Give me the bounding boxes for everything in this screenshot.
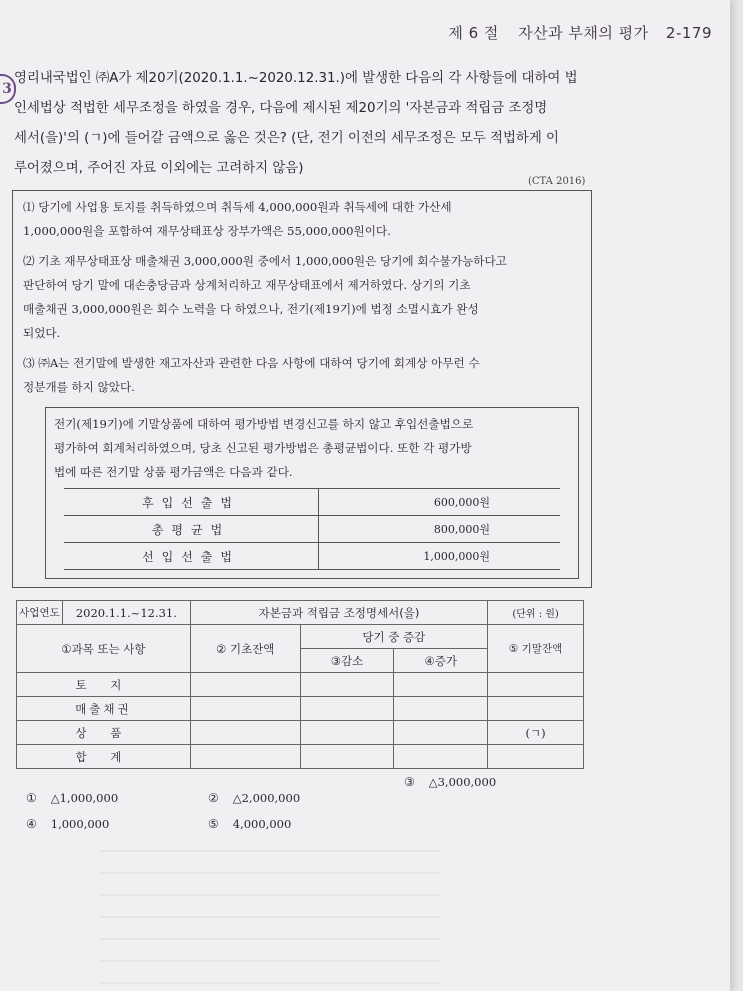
question-line: 영리내국법인 ㈜A가 제20기(2020.1.1.~2020.12.31.)에 발생한 다음의 각 사항들에 대하여 법 xyxy=(14,71,578,86)
method-name: 후입선출법 xyxy=(64,489,319,516)
fact-line: 정분개를 하지 않았다. xyxy=(23,380,135,394)
table-row xyxy=(17,721,584,745)
fact-item-2 xyxy=(23,249,583,345)
method-value: 800,000원 xyxy=(319,516,561,543)
method-name: 선입선출법 xyxy=(64,543,319,570)
row-label: 매출채권 xyxy=(17,697,191,721)
row-label: 합 계 xyxy=(17,745,191,769)
table-row xyxy=(17,601,584,625)
question-number: 3 xyxy=(0,74,16,104)
fact-line: ⑴ 당기에 사업용 토지를 취득하였으며 취득세 4,000,000원과 취득세에 대한 가산세 xyxy=(23,200,452,214)
answer-choices xyxy=(26,775,606,845)
section-number: 제 6 절 xyxy=(448,24,499,42)
page-number: 2-179 xyxy=(665,24,712,42)
col-increase: ④증가 xyxy=(394,649,488,673)
table-row xyxy=(17,697,584,721)
row-label: 토 지 xyxy=(17,673,191,697)
choice-3[interactable]: ③ △3,000,000 xyxy=(404,775,497,789)
inventory-box xyxy=(45,407,579,579)
choice-2[interactable]: ② △2,000,000 xyxy=(208,791,301,805)
fact-line: 판단하여 당기 말에 대손충당금과 상계처리하고 재무상태표에서 제거하였다. 상기의 기초 xyxy=(23,278,471,292)
table-row xyxy=(64,489,560,516)
inventory-line: 평가하여 회계처리하였으며, 당초 신고된 평가방법은 총평균법이다. 또한 각 평가방 xyxy=(54,441,472,455)
fact-item-1 xyxy=(23,195,583,243)
row-label: 상 품 xyxy=(17,721,191,745)
fact-line: 매출채권 3,000,000원은 회수 노력을 다 하였으나, 전기(제19기)에 법정 소멸시효가 완성 xyxy=(23,302,479,316)
choice-5[interactable]: ⑤ 4,000,000 xyxy=(208,817,292,831)
fact-line: 1,000,000원을 포함하여 재무상태표상 장부가액은 55,000,000원이다. xyxy=(23,224,391,238)
table-row xyxy=(64,543,560,570)
blank-cell: (ㄱ) xyxy=(488,721,584,745)
valuation-table xyxy=(64,488,560,570)
fact-line: ⑶ ㈜A는 전기말에 발생한 재고자산과 관련한 다음 사항에 대하여 당기에 회계상 아무런 수 xyxy=(23,356,480,370)
statement-title: 자본금과 적립금 조정명세서(을) xyxy=(190,601,487,625)
fact-item-3 xyxy=(23,351,583,399)
question-line: 인세법상 적법한 세무조정을 하였을 경우, 다음에 제시된 제20기의 '자본금과 적립금 조정명 xyxy=(14,101,548,116)
inventory-line: 전기(제19기)에 기말상품에 대하여 평가방법 변경신고를 하지 않고 후입선출법으로 xyxy=(54,417,474,431)
method-value: 600,000원 xyxy=(319,489,561,516)
facts-box xyxy=(12,190,592,588)
unit: (단위 : 원) xyxy=(488,601,584,625)
bleed-through-shading xyxy=(100,850,440,990)
capital-reserve-statement xyxy=(16,600,584,769)
fact-line: ⑵ 기초 재무상태표상 매출채권 3,000,000원 중에서 1,000,000원은 당기에 회수불가능하다고 xyxy=(23,254,507,268)
question-line: 루어졌으며, 주어진 자료 이외에는 고려하지 않음) xyxy=(14,161,304,176)
choice-4[interactable]: ④ 1,000,000 xyxy=(26,817,110,831)
col-change: 당기 중 증감 xyxy=(300,625,488,649)
inventory-text xyxy=(54,412,570,484)
table-row xyxy=(17,745,584,769)
method-value: 1,000,000원 xyxy=(319,543,561,570)
period: 2020.1.1.~12.31. xyxy=(62,601,190,625)
inventory-line: 법에 따른 전기말 상품 평가금액은 다음과 같다. xyxy=(54,465,293,479)
table-row xyxy=(17,625,584,649)
col-end: ⑤ 기말잔액 xyxy=(488,625,584,673)
page-header xyxy=(448,22,712,43)
section-title: 자산과 부채의 평가 xyxy=(518,24,649,42)
question-line: 세서(을)'의 (ㄱ)에 들어갈 금액으로 옳은 것은? (단, 전기 이전의 세무조정은 모두 적법하게 이 xyxy=(14,131,559,146)
question-source: (CTA 2016) xyxy=(528,176,586,187)
table-row xyxy=(17,673,584,697)
table-row xyxy=(64,516,560,543)
col-subject: ①과목 또는 사항 xyxy=(17,625,191,673)
choice-1[interactable]: ① △1,000,000 xyxy=(26,791,119,805)
fact-line: 되었다. xyxy=(23,326,61,340)
col-begin: ② 기초잔액 xyxy=(190,625,300,673)
year-label: 사업연도 xyxy=(17,601,63,625)
method-name: 총평균법 xyxy=(64,516,319,543)
question-text xyxy=(14,64,604,184)
col-decrease: ③감소 xyxy=(300,649,394,673)
